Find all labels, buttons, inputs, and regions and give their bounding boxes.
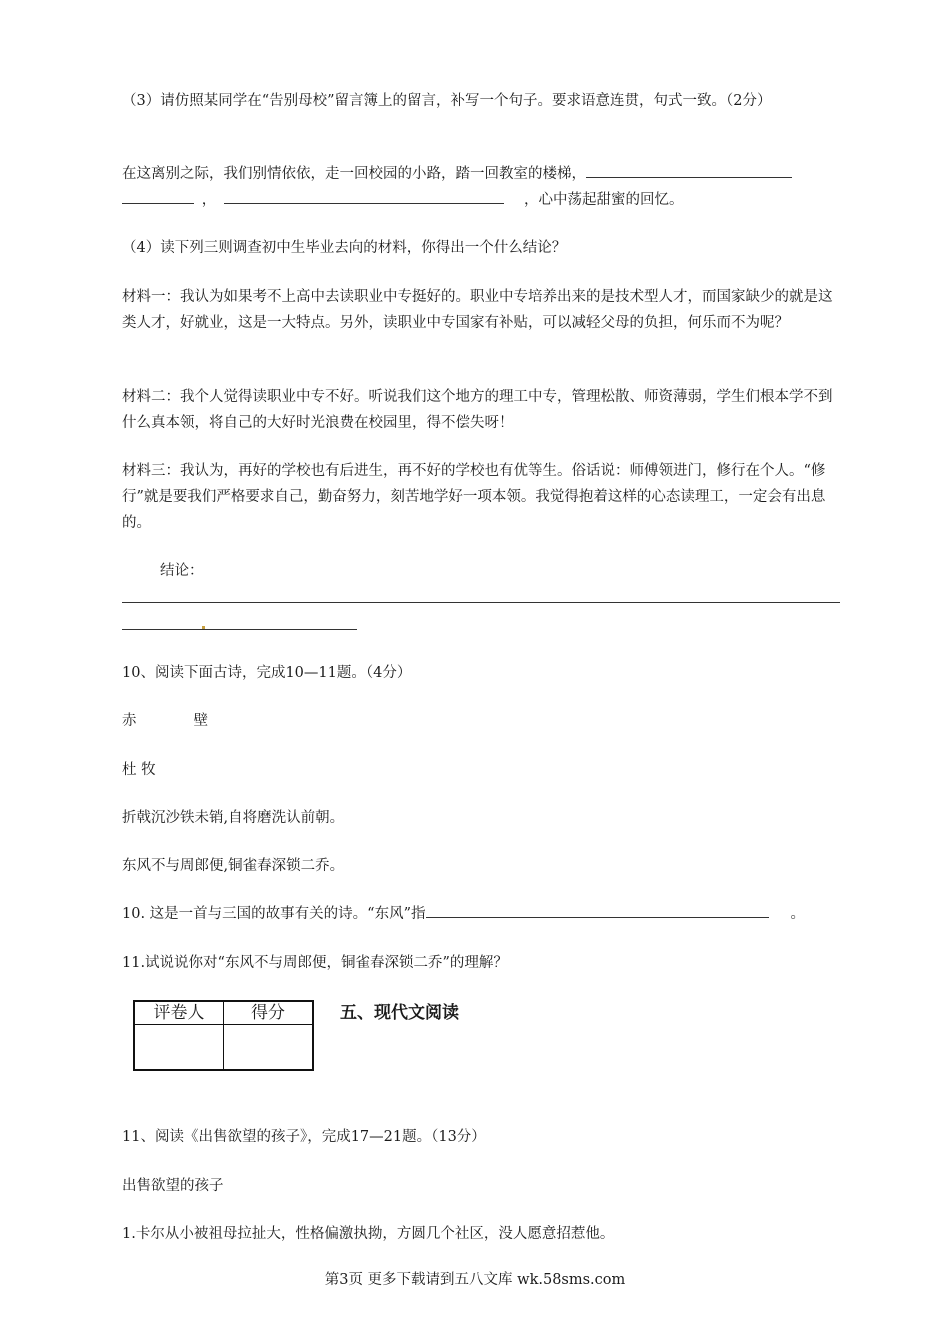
q3-ending: ，心中荡起甜蜜的回忆。 bbox=[524, 192, 684, 208]
q4-answer-line-1[interactable] bbox=[122, 602, 840, 603]
story-paragraph-1: 1.卡尔从小被祖母拉扯大，性格偏激执拗，方圆几个社区，没人愿意招惹他。 bbox=[122, 1226, 615, 1242]
poem-title-char-1: 赤 bbox=[122, 713, 137, 729]
score-table-header-grader: 评卷人 bbox=[134, 1001, 224, 1025]
q11-intro: 11、阅读《出售欲望的孩子》，完成17—21题。（13分） bbox=[122, 1129, 486, 1145]
page-footer: 第3页 更多下载请到五八文库 wk.58sms.com bbox=[324, 1272, 626, 1288]
score-table-cell-score[interactable] bbox=[224, 1025, 314, 1071]
q4-prompt: （4）读下列三则调查初中生毕业去向的材料，你得出一个什么结论？ bbox=[122, 240, 567, 256]
q11-understanding-question: 11.试说说你对“东风不与周郎便，铜雀春深锁二乔”的理解？ bbox=[122, 955, 508, 971]
q3-sentence-line2 bbox=[122, 187, 684, 213]
decorative-dot bbox=[202, 626, 205, 629]
q3-answer-blank-1[interactable] bbox=[586, 161, 792, 178]
q10-question bbox=[122, 901, 805, 927]
q4-material-3: 材料三：我认为，再好的学校也有后进生，再不好的学校也有优等生。俗话说：师傅领进门，修行在个人。“修行”就是要我们严格要求自己，勤奋努力，刻苦地学好一项本领。我觉得抱着这样的心态读理工，一定会有出息的。 bbox=[122, 463, 826, 531]
q4-conclusion-label: 结论： bbox=[160, 563, 204, 579]
q10-question-text: 10. 这是一首与三国的故事有关的诗。“东风”指 bbox=[122, 906, 426, 922]
q3-answer-blank-3[interactable] bbox=[224, 187, 504, 204]
q3-comma: ， bbox=[201, 192, 217, 208]
q10-period: 。 bbox=[790, 906, 805, 922]
q3-sentence-start: 在这离别之际，我们别情依依，走一回校园的小路，踏一回教室的楼梯， bbox=[122, 166, 586, 182]
poem-line-1: 折戟沉沙铁未销,自将磨洗认前朝。 bbox=[122, 810, 345, 826]
q3-answer-blank-2[interactable] bbox=[122, 187, 194, 204]
poem-author: 杜 牧 bbox=[122, 762, 156, 778]
story-title: 出售欲望的孩子 bbox=[122, 1178, 224, 1194]
q4-material-2: 材料二：我个人觉得读职业中专不好。听说我们这个地方的理工中专，管理松散、师资薄弱，学生们根本学不到什么真本领，将自己的大好时光浪费在校园里，得不偿失呀！ bbox=[122, 389, 833, 431]
q10-intro: 10、阅读下面古诗，完成10—11题。（4分） bbox=[122, 665, 412, 681]
score-table-cell-grader[interactable] bbox=[134, 1025, 224, 1071]
poem-line-2: 东风不与周郎便,铜雀春深锁二乔。 bbox=[122, 858, 345, 874]
poem-title bbox=[122, 708, 208, 734]
q3-sentence-line1 bbox=[122, 161, 792, 187]
q4-material-1: 材料一：我认为如果考不上高中去读职业中专挺好的。职业中专培养出来的是技术型人才，而国家缺少的就是这类人才，好就业，这是一大特点。另外，读职业中专国家有补贴，可以减轻父母的负担，何乐而不为呢？ bbox=[122, 289, 833, 331]
section-title: 五、现代文阅读 bbox=[340, 1003, 459, 1023]
q10-answer-blank[interactable] bbox=[426, 901, 769, 918]
score-table bbox=[133, 1000, 314, 1071]
q3-prompt: （3）请仿照某同学在“告别母校”留言簿上的留言，补写一个句子。要求语意连贯，句式一致。（2分） bbox=[122, 93, 772, 109]
poem-title-char-2: 壁 bbox=[193, 713, 208, 729]
score-table-header-score: 得分 bbox=[224, 1001, 314, 1025]
q4-answer-line-2[interactable] bbox=[122, 629, 357, 630]
